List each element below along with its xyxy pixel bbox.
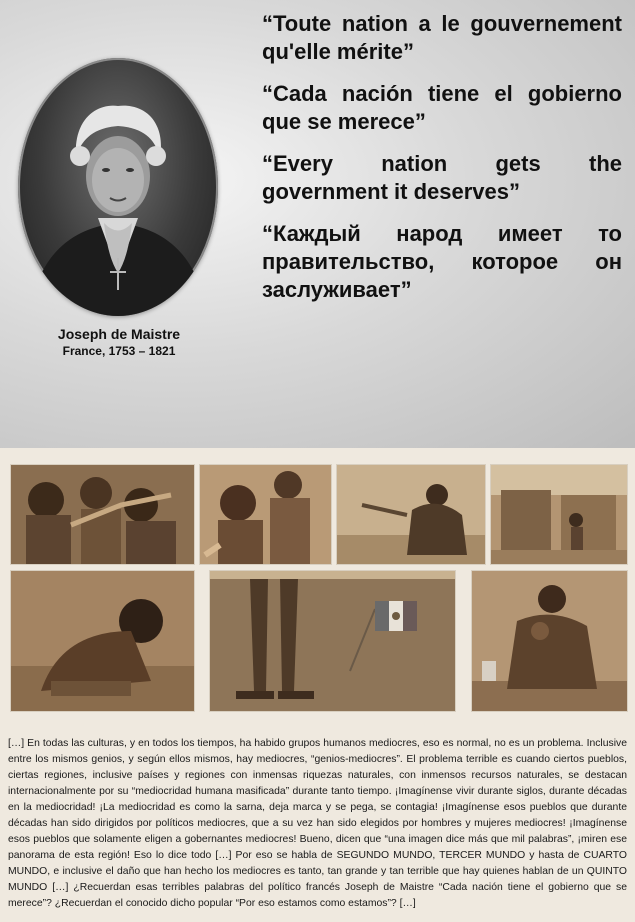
- shanty-photo: [490, 464, 628, 565]
- portrait-caption: [0, 326, 238, 358]
- portrait-image: [18, 58, 218, 316]
- quote-spanish: “Cada nación tiene el gobierno que se merece”: [262, 81, 622, 134]
- child-eating-photo: [10, 570, 195, 712]
- mother-child-photo: [471, 570, 628, 712]
- author-name: Joseph de Maistre: [57, 326, 181, 342]
- quote-french: “Toute nation a le gouvernement qu'elle mérite”: [262, 11, 622, 64]
- quote-banner: [0, 0, 635, 448]
- legs-flag-photo: [209, 570, 456, 712]
- photo-collage: [0, 448, 635, 710]
- author-dates: France, 1753 – 1821: [62, 344, 176, 358]
- quote-english: “Every nation gets the government it deserves”: [262, 151, 622, 204]
- body-paragraph: […] En todas las culturas, y en todos los tiempos, ha habido grupos humanos mediocres, eso es normal, no es un problema. Inclusive entre los mismos genios, y según ellos mismos, hay mediocres, “genios-mediocres”. El problema terrible es cuando ciertos pueblos, ciertas regiones, inclusive países y regiones con inmensas riquezas naturales, con inmensos recursos naturales, se destacan internacionalmente por su “mediocridad humana masificada” durante tanto tiempo. ¡Imagínense vivir durante siglos, durante décadas en la mediocridad! ¡La mediocridad es como la sarna, deja marca y se pega, se contagia! ¡Imagínense esos pueblos que durante décadas han sido dirigidos por políticos mediocres, que a su vez han sido elegidos por hombres y mujeres mediocres! ¡Imagínense esos pueblos que solamente eligen a gobernantes mediocres! Bueno, dicen que “una imagen dice más que mil palabras”, ¡miren ese panorama de esta región! Eso lo dice todo […] Por eso se habla de SEGUNDO MUNDO, TERCER MUNDO y hasta de CUARTO MUNDO, e inclusive el daño que han hecho los mediocres es tanto, tan grande y tan terrible que hay quienes hablan de un QUINTO MUNDO […] ¿Recuerdan esas terribles palabras del político francés Joseph de Maistre “Cada nación tiene el gobierno que se merece”? ¿Recuerdan el conocido dicho popular “Por eso estamos como estamos”? […]: [8, 738, 627, 909]
- children-reaching-photo: [10, 464, 195, 565]
- quote-russian: “Каждый народ имеет то правительство, которое он заслуживает”: [262, 221, 622, 302]
- boy-reaching-photo: [199, 464, 332, 565]
- woman-sitting-photo: [336, 464, 486, 565]
- quotes-list: [262, 10, 622, 318]
